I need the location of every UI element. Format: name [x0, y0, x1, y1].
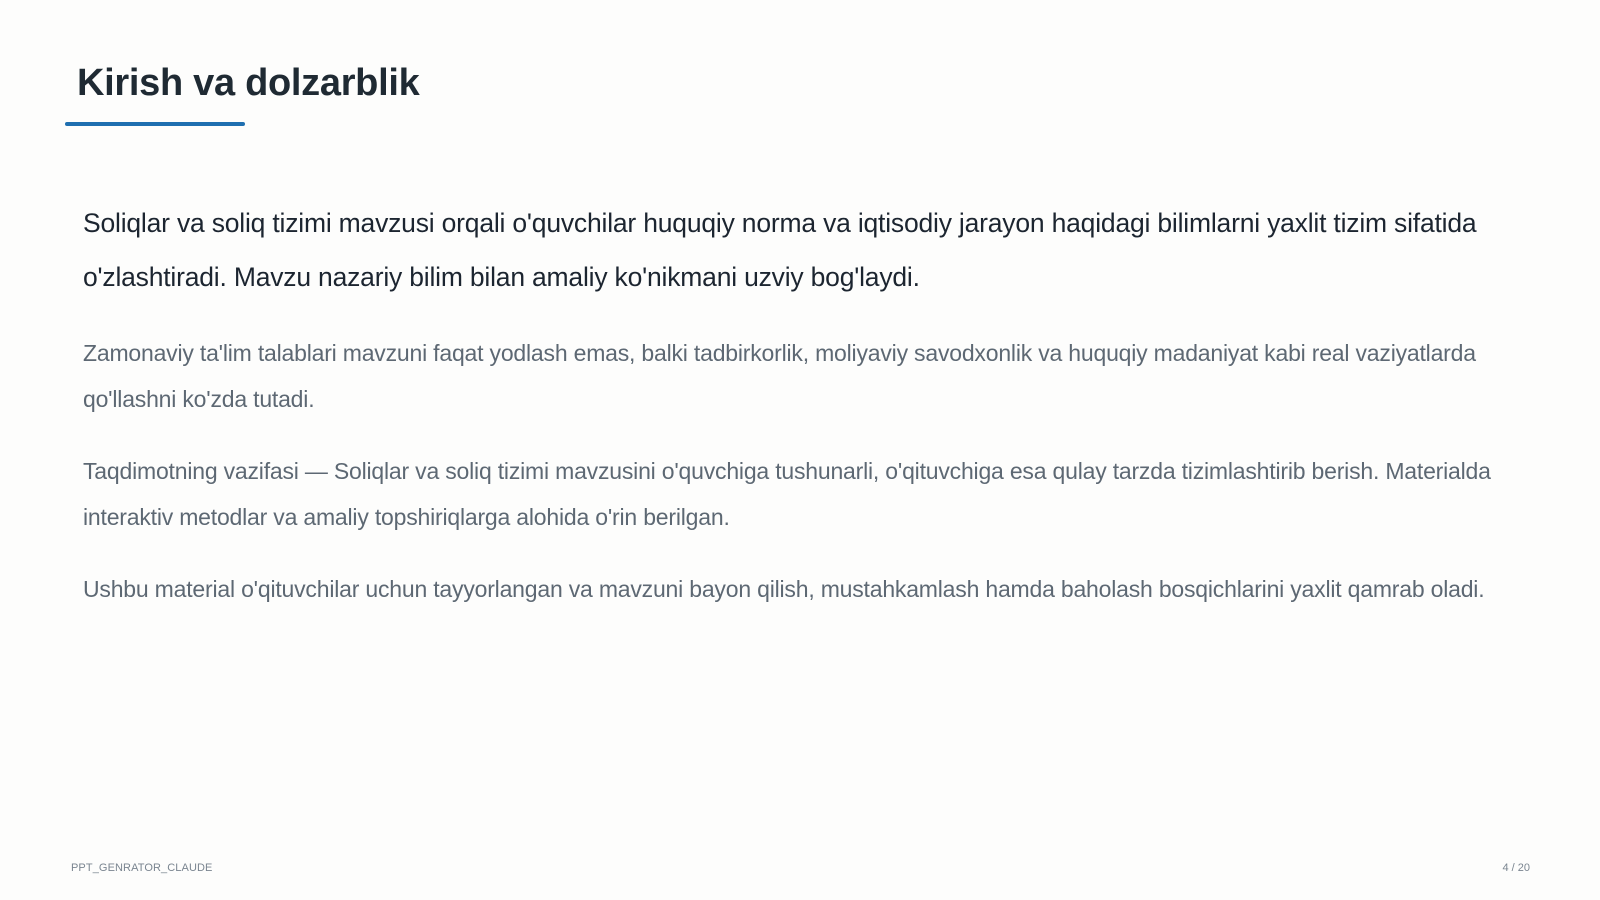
title-underline	[65, 122, 245, 126]
body-paragraph: Ushbu material o'qituvchilar uchun tayyorlangan va mavzuni bayon qilish, mustahkamlash hamda baholash bosqichlarini yaxlit qamrab oladi.	[83, 576, 1485, 602]
page-number: 4 / 20	[1502, 862, 1530, 874]
footer-source: PPT_GENRATOR_CLAUDE	[71, 862, 213, 874]
slide-title: Kirish va dolzarblik	[77, 62, 420, 104]
body-paragraph: Zamonaviy ta'lim talablari mavzuni faqat yodlash emas, balki tadbirkorlik, moliyaviy savodxonlik va huquqiy madaniyat kabi real vaziyatlarda qo'llashni ko'zda tutadi.	[83, 340, 1476, 412]
body-paragraph: Taqdimotning vazifasi — Soliqlar va soliq tizimi mavzusini o'quvchiga tushunarli, o'qituvchiga esa qulay tarzda tizimlashtirib berish. Materialda interaktiv metodlar va amaliy topshiriqlarga alohida o'rin berilgan.	[83, 458, 1491, 530]
lead-paragraph: Soliqlar va soliq tizimi mavzusi orqali o'quvchilar huquqiy norma va iqtisodiy jarayon haqidagi bilimlarni yaxlit tizim sifatida o'zlashtiradi. Mavzu nazariy bilim bilan amaliy ko'nikmani uzviy bog'laydi.	[83, 208, 1477, 292]
